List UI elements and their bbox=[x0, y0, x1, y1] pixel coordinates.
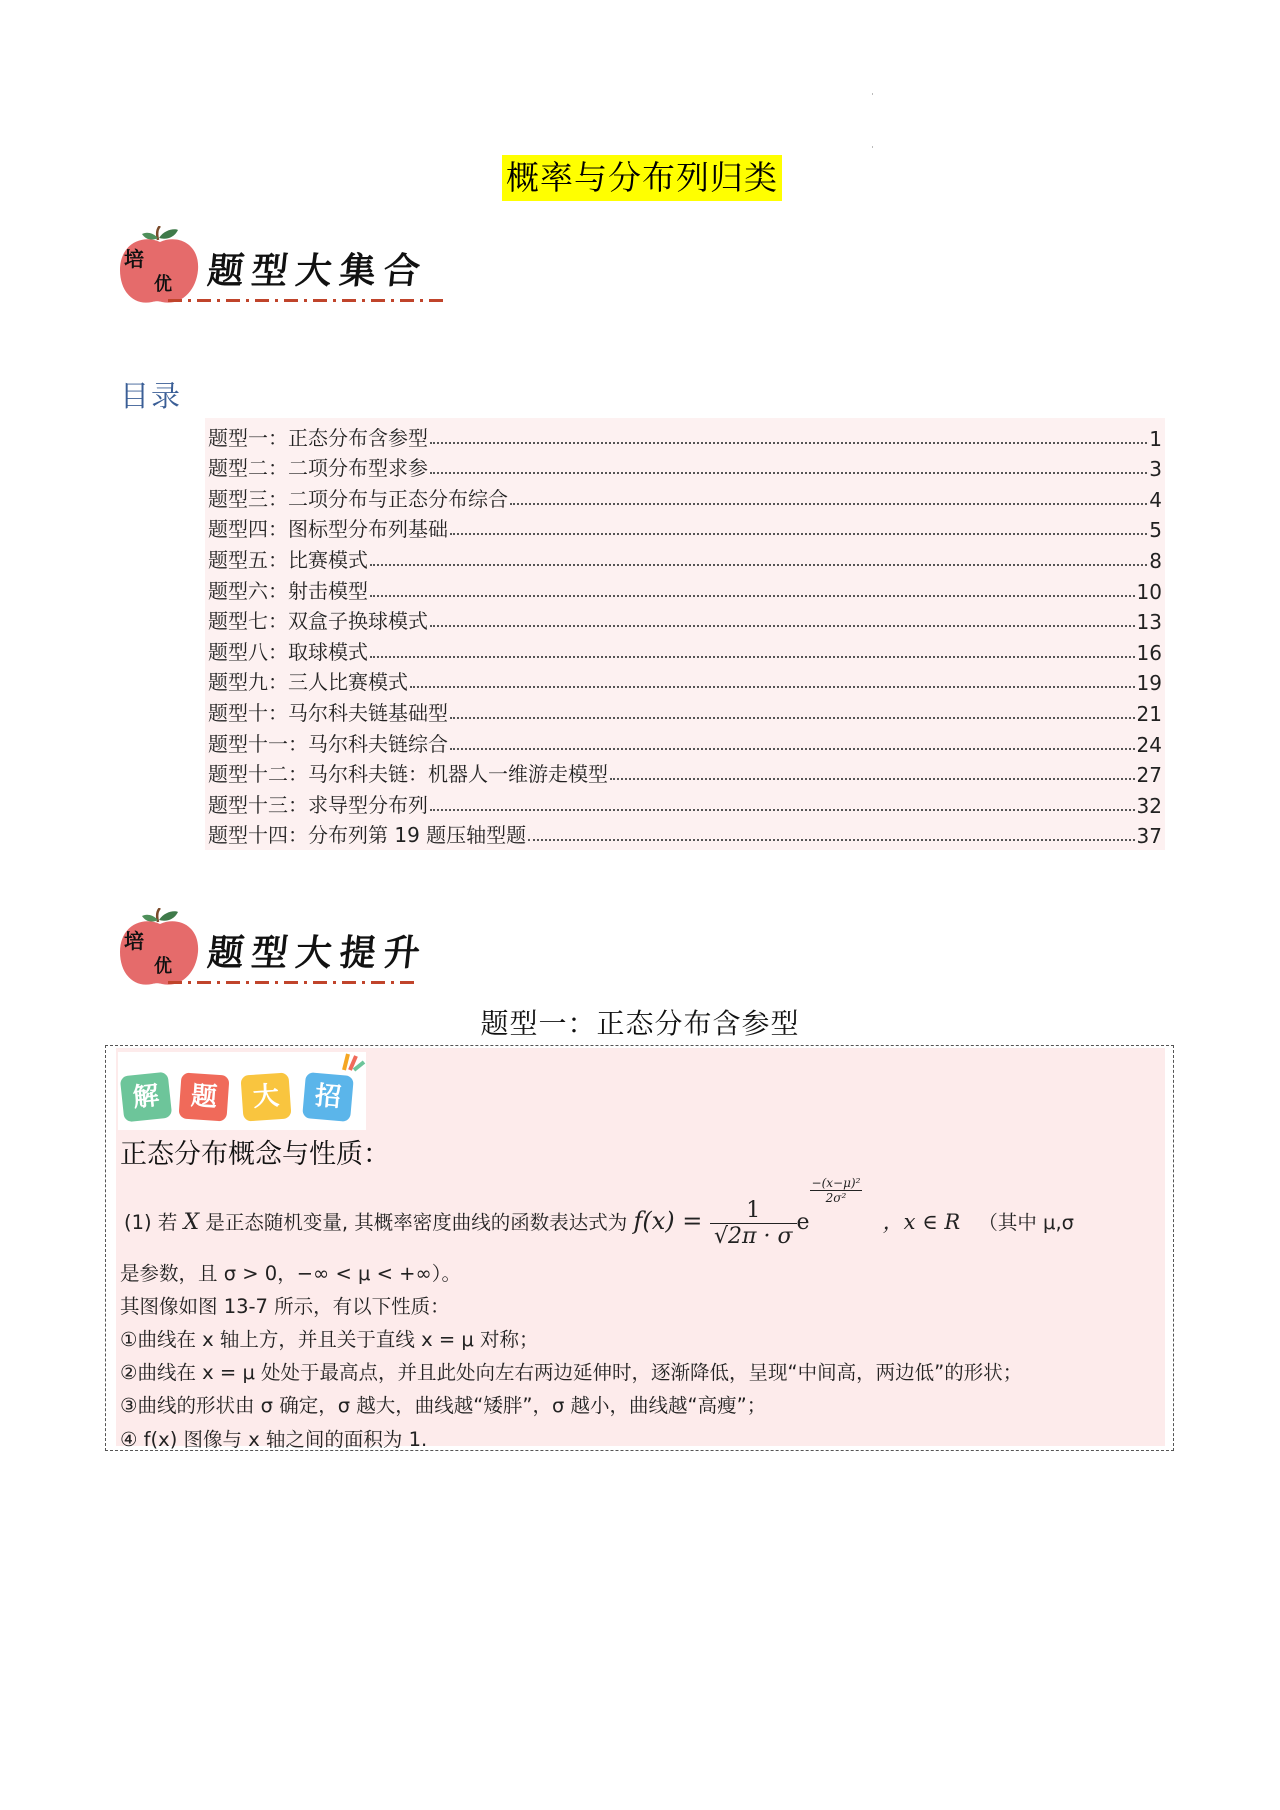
toc-leader-dots bbox=[430, 472, 1147, 474]
toc-item[interactable] bbox=[205, 787, 1165, 818]
toc-item-label: 题型十一：马尔科夫链综合 bbox=[208, 731, 448, 756]
toc-leader-dots bbox=[528, 839, 1134, 841]
text-line: 是参数，且 σ > 0，−∞ < μ < +∞）。 bbox=[120, 1262, 461, 1285]
toc-item[interactable] bbox=[205, 726, 1165, 757]
banner-text: 题型大集合 bbox=[205, 250, 430, 292]
badge-tile: 解 bbox=[120, 1072, 173, 1123]
toc-item-label: 题型十：马尔科夫链基础型 bbox=[208, 700, 448, 725]
exponent-numerator: −(x−μ)² bbox=[811, 1176, 861, 1190]
toc-item-page: 24 bbox=[1136, 732, 1162, 757]
badge-tile: 大 bbox=[240, 1072, 291, 1121]
exponent bbox=[810, 1176, 863, 1205]
toc-leader-dots bbox=[450, 748, 1135, 750]
toc-item-page: 19 bbox=[1136, 671, 1162, 696]
toc-item[interactable] bbox=[205, 451, 1165, 482]
page-mark bbox=[872, 146, 873, 148]
solution-tips-badge bbox=[118, 1052, 366, 1130]
document-title: 概率与分布列归类 bbox=[502, 155, 782, 201]
toc-leader-dots bbox=[510, 503, 1147, 505]
toc-item-label: 题型四：图标型分布列基础 bbox=[208, 517, 448, 542]
toc-leader-dots bbox=[430, 809, 1135, 811]
toc-leader-dots bbox=[450, 533, 1147, 535]
exp-base: e bbox=[796, 1210, 810, 1235]
svg-text:优: 优 bbox=[154, 956, 172, 977]
toc-item-label: 题型九：三人比赛模式 bbox=[208, 670, 408, 695]
toc-item[interactable] bbox=[205, 665, 1165, 696]
toc-item-page: 10 bbox=[1136, 579, 1162, 604]
var-x: X bbox=[183, 1210, 200, 1235]
toc-item-page: 27 bbox=[1136, 763, 1162, 788]
toc-item-page: 1 bbox=[1149, 426, 1162, 451]
domain: ，x ∈ R bbox=[882, 1210, 961, 1234]
apple-icon bbox=[118, 226, 202, 306]
toc-leader-dots bbox=[410, 686, 1135, 688]
property-item: ①曲线在 x 轴上方，并且关于直线 x = μ 对称； bbox=[120, 1328, 539, 1351]
toc-item-page: 21 bbox=[1136, 701, 1162, 726]
toc-item-page: 8 bbox=[1149, 548, 1162, 573]
toc-item[interactable] bbox=[205, 573, 1165, 604]
badge-tile: 招 bbox=[302, 1072, 354, 1122]
page-mark bbox=[872, 93, 873, 95]
toc-heading: 目录 bbox=[120, 379, 183, 413]
toc-item-label: 题型三：二项分布与正态分布综合 bbox=[208, 486, 508, 511]
toc-item-label: 题型十三：求导型分布列 bbox=[208, 792, 428, 817]
sparkle-icon bbox=[340, 1052, 366, 1072]
property-item: ②曲线在 x = μ 处处于最高点，并且此处向左右两边延伸时，逐渐降低，呈现“中间高，两边低”的形状； bbox=[120, 1361, 1023, 1384]
toc-leader-dots bbox=[430, 442, 1147, 444]
formula-text: 是正态随机变量, 其概率密度曲线的函数表达式为 bbox=[199, 1211, 634, 1234]
toc-leader-dots bbox=[610, 778, 1135, 780]
toc-item-page: 5 bbox=[1149, 518, 1162, 543]
tip-box bbox=[105, 1045, 1174, 1451]
toc-item-page: 37 bbox=[1136, 824, 1162, 849]
formula-paren-text: （其中 μ,σ bbox=[978, 1211, 1075, 1234]
toc-item-label: 题型五：比赛模式 bbox=[208, 547, 368, 572]
toc-item[interactable] bbox=[205, 542, 1165, 573]
toc-item-label: 题型十四：分布列第 19 题压轴型题 bbox=[208, 823, 527, 848]
banner-text: 题型大提升 bbox=[205, 932, 430, 974]
property-item: ③曲线的形状由 σ 确定，σ 越大，曲线越“矮胖”，σ 越小，曲线越“高瘦”； bbox=[120, 1394, 767, 1417]
toc-item-page: 3 bbox=[1149, 457, 1162, 482]
table-of-contents bbox=[205, 418, 1165, 850]
toc-item-label: 题型二：二项分布型求参 bbox=[208, 456, 428, 481]
toc-leader-dots bbox=[370, 564, 1147, 566]
toc-item[interactable] bbox=[205, 695, 1165, 726]
formula-prefix: (1) 若 bbox=[124, 1211, 184, 1234]
toc-item[interactable] bbox=[205, 634, 1165, 665]
exponent-denominator: 2σ² bbox=[825, 1191, 847, 1205]
toc-item[interactable] bbox=[205, 818, 1165, 849]
fraction-numerator: 1 bbox=[710, 1198, 796, 1224]
apple-icon bbox=[118, 908, 202, 988]
toc-leader-dots bbox=[450, 717, 1135, 719]
toc-leader-dots bbox=[370, 595, 1135, 597]
property-item: ④ f(x) 图像与 x 轴之间的面积为 1. bbox=[120, 1428, 428, 1451]
toc-item[interactable] bbox=[205, 604, 1165, 635]
toc-item-label: 题型十二：马尔科夫链：机器人一维游走模型 bbox=[208, 762, 608, 787]
toc-item[interactable] bbox=[205, 512, 1165, 543]
toc-item-page: 32 bbox=[1136, 793, 1162, 818]
svg-text:培: 培 bbox=[124, 929, 144, 953]
toc-leader-dots bbox=[370, 656, 1135, 658]
fx: f(x) = bbox=[633, 1207, 711, 1235]
toc-item-label: 题型一：正态分布含参型 bbox=[208, 425, 428, 450]
banner-question-collection bbox=[118, 198, 448, 308]
toc-item[interactable] bbox=[205, 420, 1165, 451]
toc-item[interactable] bbox=[205, 757, 1165, 788]
formula-line bbox=[124, 1176, 1075, 1249]
banner-underline bbox=[168, 981, 418, 984]
text-line: 其图像如图 13-7 所示，有以下性质： bbox=[120, 1295, 450, 1318]
fraction-denominator: √2π · σ bbox=[714, 1224, 793, 1249]
toc-item-page: 16 bbox=[1136, 640, 1162, 665]
banner-underline bbox=[168, 299, 448, 302]
toc-item-label: 题型六：射击模型 bbox=[208, 578, 368, 603]
toc-item-label: 题型七：双盒子换球模式 bbox=[208, 609, 428, 634]
toc-item[interactable] bbox=[205, 481, 1165, 512]
section-title: 题型一：正态分布含参型 bbox=[480, 1007, 800, 1040]
fraction bbox=[710, 1198, 796, 1249]
toc-item-label: 题型八：取球模式 bbox=[208, 639, 368, 664]
toc-item-page: 4 bbox=[1149, 487, 1162, 512]
tip-heading: 正态分布概念与性质： bbox=[120, 1139, 390, 1170]
toc-item-page: 13 bbox=[1136, 610, 1162, 635]
svg-text:优: 优 bbox=[154, 274, 172, 295]
banner-question-improvement bbox=[118, 880, 448, 990]
toc-leader-dots bbox=[430, 625, 1135, 627]
badge-tile: 题 bbox=[178, 1072, 229, 1121]
svg-text:培: 培 bbox=[124, 247, 144, 271]
